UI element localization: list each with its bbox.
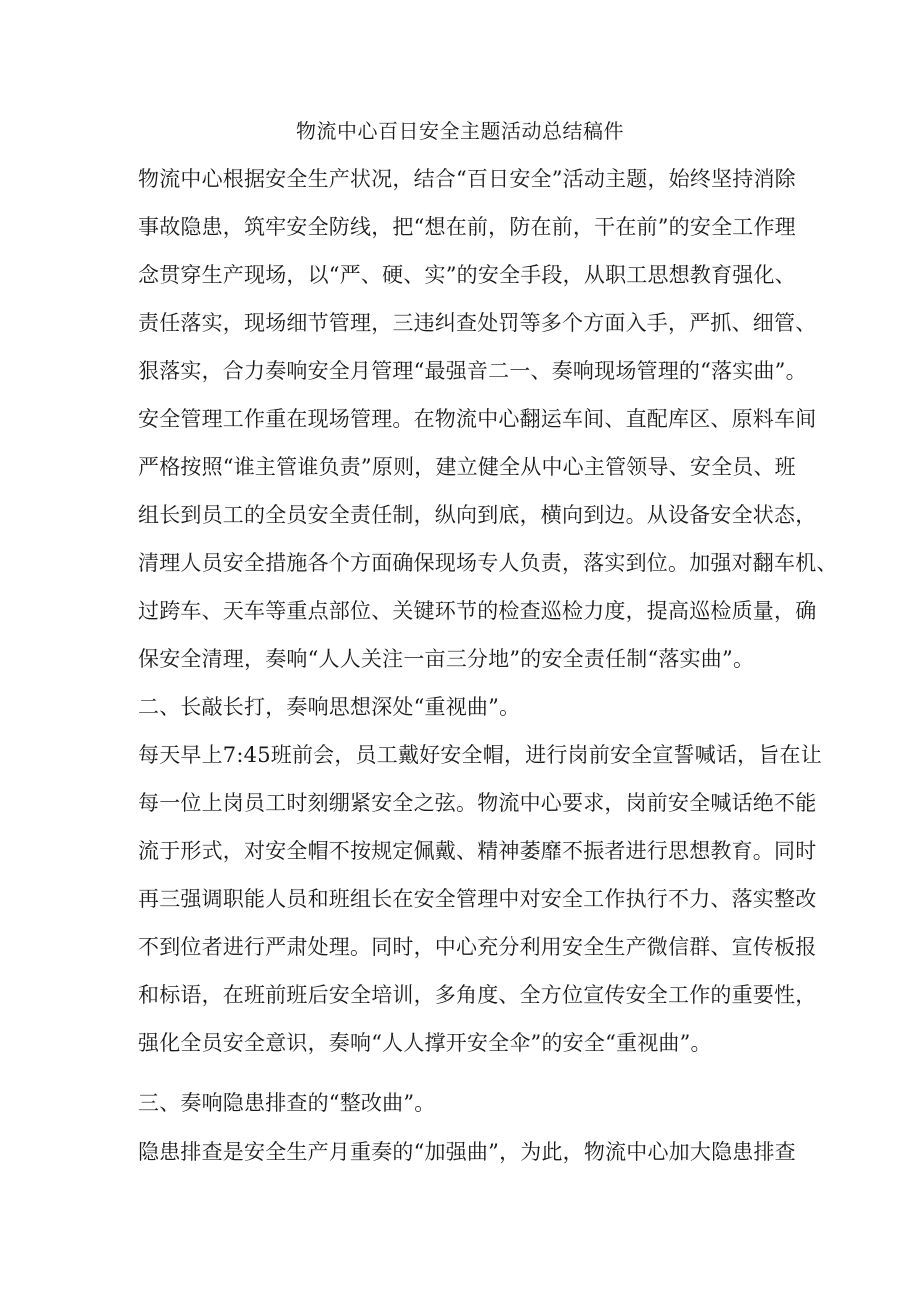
body-line: 每天早上7:45班前会，员工戴好安全帽，进行岗前安全宣誓喊话，旨在让 [138,743,822,767]
body-line: 再三强调职能人员和班组长在安全管理中对安全工作执行不力、落实整改 [138,887,817,911]
body-line: 组长到员工的全员安全责任制，纵向到底，横向到边。从设备安全状态， [138,503,817,527]
body-line: 隐患排查是安全生产月重奏的“加强曲”，为此，物流中心加大隐患排查 [138,1140,796,1164]
body-line: 每一位上岗员工时刻绷紧安全之弦。物流中心要求，岗前安全喊话绝不能 [138,791,817,815]
document-title: 物流中心百日安全主题活动总结稿件 [296,119,624,143]
body-line: 责任落实，现场细节管理，三违纠查处罚等多个方面入手，严抓、细管、 [138,311,817,335]
body-line: 物流中心根据安全生产状况，结合“百日安全”活动主题，始终坚持消除 [138,167,796,191]
body-line: 保安全清理，奏响“人人关注一亩三分地”的安全责任制“落实曲”。 [138,647,755,671]
body-line: 清理人员安全措施各个方面确保现场专人负责，落实到位。加强对翻车机、 [138,551,838,575]
body-line: 过跨车、天车等重点部位、关键环节的检查巡检力度，提高巡检质量，确 [138,599,817,623]
body-line: 和标语，在班前班后安全培训，多角度、全方位宣传安全工作的重要性， [138,983,817,1007]
body-line: 流于形式，对安全帽不按规定佩戴、精神萎靡不振者进行思想教育。同时 [138,839,817,863]
body-line: 不到位者进行严肃处理。同时，中心充分利用安全生产微信群、宣传板报 [138,935,817,959]
body-line: 强化全员安全意识，奏响“人人撑开安全伞”的安全“重视曲”。 [138,1031,712,1055]
section-heading: 二、长敲长打，奏响思想深处“重视曲”。 [138,695,521,719]
body-line: 事故隐患，筑牢安全防线，把“想在前，防在前，干在前”的安全工作理 [138,215,796,239]
body-line: 念贯穿生产现场，以“严、硬、实”的安全手段，从职工思想教育强化、 [138,263,796,287]
body-line: 严格按照“谁主管谁负责”原则，建立健全从中心主管领导、安全员、班 [138,455,796,479]
section-heading: 三、奏响隐患排查的“整改曲”。 [138,1091,436,1115]
body-line: 安全管理工作重在现场管理。在物流中心翻运车间、直配库区、原料车间 [138,407,817,431]
body-line: 狠落实，合力奏响安全月管理“最强音二一、奏响现场管理的“落实曲”。 [138,359,807,383]
